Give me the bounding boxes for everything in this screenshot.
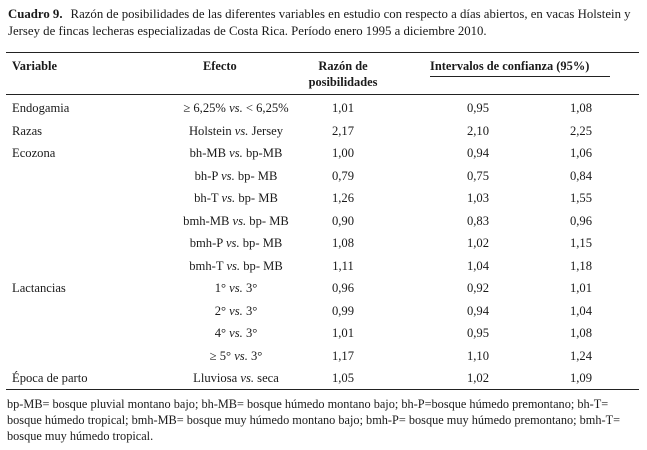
cell-variable: Razas	[12, 123, 43, 138]
header-intervalos: Intervalos de confianza (95%)	[430, 59, 590, 73]
cell-ic-upper: 1,18	[569, 258, 593, 273]
cell-razon: 1,17	[331, 348, 355, 363]
cell-efecto: ≥ 5° vs. 3°	[209, 348, 263, 363]
cell-ic-upper: 1,24	[569, 348, 593, 363]
cell-variable: Época de parto	[12, 371, 88, 385]
table-row	[0, 121, 647, 144]
cell-ic-lower: 1,10	[466, 348, 490, 363]
table-row	[0, 256, 647, 279]
table-row	[0, 368, 647, 391]
table-row	[0, 98, 647, 121]
cell-efecto: bmh-MB vs. bp- MB	[183, 213, 289, 228]
cell-variable: Lactancias	[12, 281, 66, 295]
cell-ic-lower: 1,03	[466, 191, 490, 205]
cell-razon: 0,99	[331, 303, 355, 318]
cell-efecto: bh-MB vs. bp-MB	[189, 146, 283, 160]
header-razon	[300, 58, 386, 90]
bottom-rule	[6, 389, 639, 390]
cell-ic-lower: 2,10	[466, 123, 490, 138]
cell-efecto: 2° vs. 3°	[214, 303, 258, 318]
cell-ic-lower: 0,95	[466, 326, 490, 340]
table-caption	[8, 6, 640, 40]
cell-razon: 1,26	[331, 191, 355, 205]
cell-efecto: 4° vs. 3°	[214, 326, 258, 340]
header-efecto: Efecto	[203, 59, 237, 73]
table-row	[0, 211, 647, 234]
cell-ic-upper: 1,06	[569, 146, 593, 160]
cell-ic-upper: 2,25	[569, 123, 593, 138]
intervalos-underline	[430, 76, 610, 77]
cell-ic-upper: 1,55	[569, 191, 593, 205]
cell-efecto: bh-T vs. bp- MB	[194, 191, 278, 205]
cell-razon: 1,01	[331, 326, 355, 340]
caption-label: Cuadro 9.	[8, 7, 63, 21]
header-razon-line2: posibilidades	[308, 75, 378, 89]
cell-variable: Ecozona	[12, 146, 56, 160]
table-row	[0, 278, 647, 301]
cell-razon: 0,96	[331, 281, 355, 295]
cell-ic-lower: 0,94	[466, 303, 490, 318]
top-rule	[6, 52, 639, 53]
header-razon-line1: Razón de	[318, 59, 368, 73]
table-row	[0, 233, 647, 256]
cell-efecto: Holstein vs. Jersey	[188, 123, 284, 138]
cell-ic-lower: 0,94	[466, 146, 490, 160]
table-row	[0, 188, 647, 211]
cell-ic-lower: 0,75	[466, 168, 490, 183]
cell-ic-upper: 0,84	[569, 168, 593, 183]
cell-ic-lower: 1,04	[466, 258, 490, 273]
cell-razon: 2,17	[331, 123, 355, 138]
cell-razon: 1,08	[331, 236, 355, 250]
header-variable: Variable	[12, 59, 57, 73]
header-rule	[6, 94, 639, 95]
table-footnote: bp-MB= bosque pluvial montano bajo; bh-MB= bosque húmedo montano bajo; bh-P=bosque húmedo premontano; bh-T= bosque húmedo tropical; bmh-MB= bosque muy húmedo montano bajo; bmh-P= bosque muy húmedo premontano; bmh-T= bosque muy húmedo tropical.	[7, 397, 621, 443]
cell-ic-lower: 1,02	[466, 236, 490, 250]
cell-efecto: 1° vs. 3°	[214, 281, 258, 295]
cell-ic-upper: 1,01	[569, 281, 593, 295]
cell-razon: 1,11	[332, 258, 354, 273]
cell-efecto: bmh-P vs. bp- MB	[189, 236, 283, 250]
cell-razon: 1,01	[331, 101, 355, 115]
table-row	[0, 143, 647, 166]
cell-ic-lower: 0,83	[466, 213, 490, 228]
cell-razon: 1,00	[331, 146, 355, 160]
table-body	[0, 98, 647, 391]
table-row	[0, 301, 647, 324]
cell-efecto: Lluviosa vs. seca	[193, 371, 279, 385]
cell-variable: Endogamia	[12, 101, 70, 115]
cell-efecto: ≥ 6,25% vs. < 6,25%	[183, 101, 289, 115]
cell-ic-lower: 0,95	[466, 101, 490, 115]
table-row	[0, 323, 647, 346]
caption-text: Razón de posibilidades de las diferentes variables en estudio con respecto a días abiertos, en vacas Holstein y Jersey de fincas lecheras especializadas de Costa Rica. Período enero 1995 a diciembre 2010.	[8, 7, 631, 38]
cell-ic-lower: 1,02	[466, 371, 490, 385]
cell-ic-upper: 1,09	[569, 371, 593, 385]
cell-razon: 0,90	[331, 213, 355, 228]
cell-ic-lower: 0,92	[466, 281, 490, 295]
cell-efecto: bmh-T vs. bp- MB	[189, 258, 283, 273]
cell-ic-upper: 1,15	[569, 236, 593, 250]
cell-ic-upper: 0,96	[569, 213, 593, 228]
cell-ic-upper: 1,08	[569, 101, 593, 115]
table-row	[0, 346, 647, 369]
cell-razon: 0,79	[331, 168, 355, 183]
table-row	[0, 166, 647, 189]
cell-ic-upper: 1,04	[569, 303, 593, 318]
cell-razon: 1,05	[331, 371, 355, 385]
cell-ic-upper: 1,08	[569, 326, 593, 340]
cell-efecto: bh-P vs. bp- MB	[194, 168, 278, 183]
